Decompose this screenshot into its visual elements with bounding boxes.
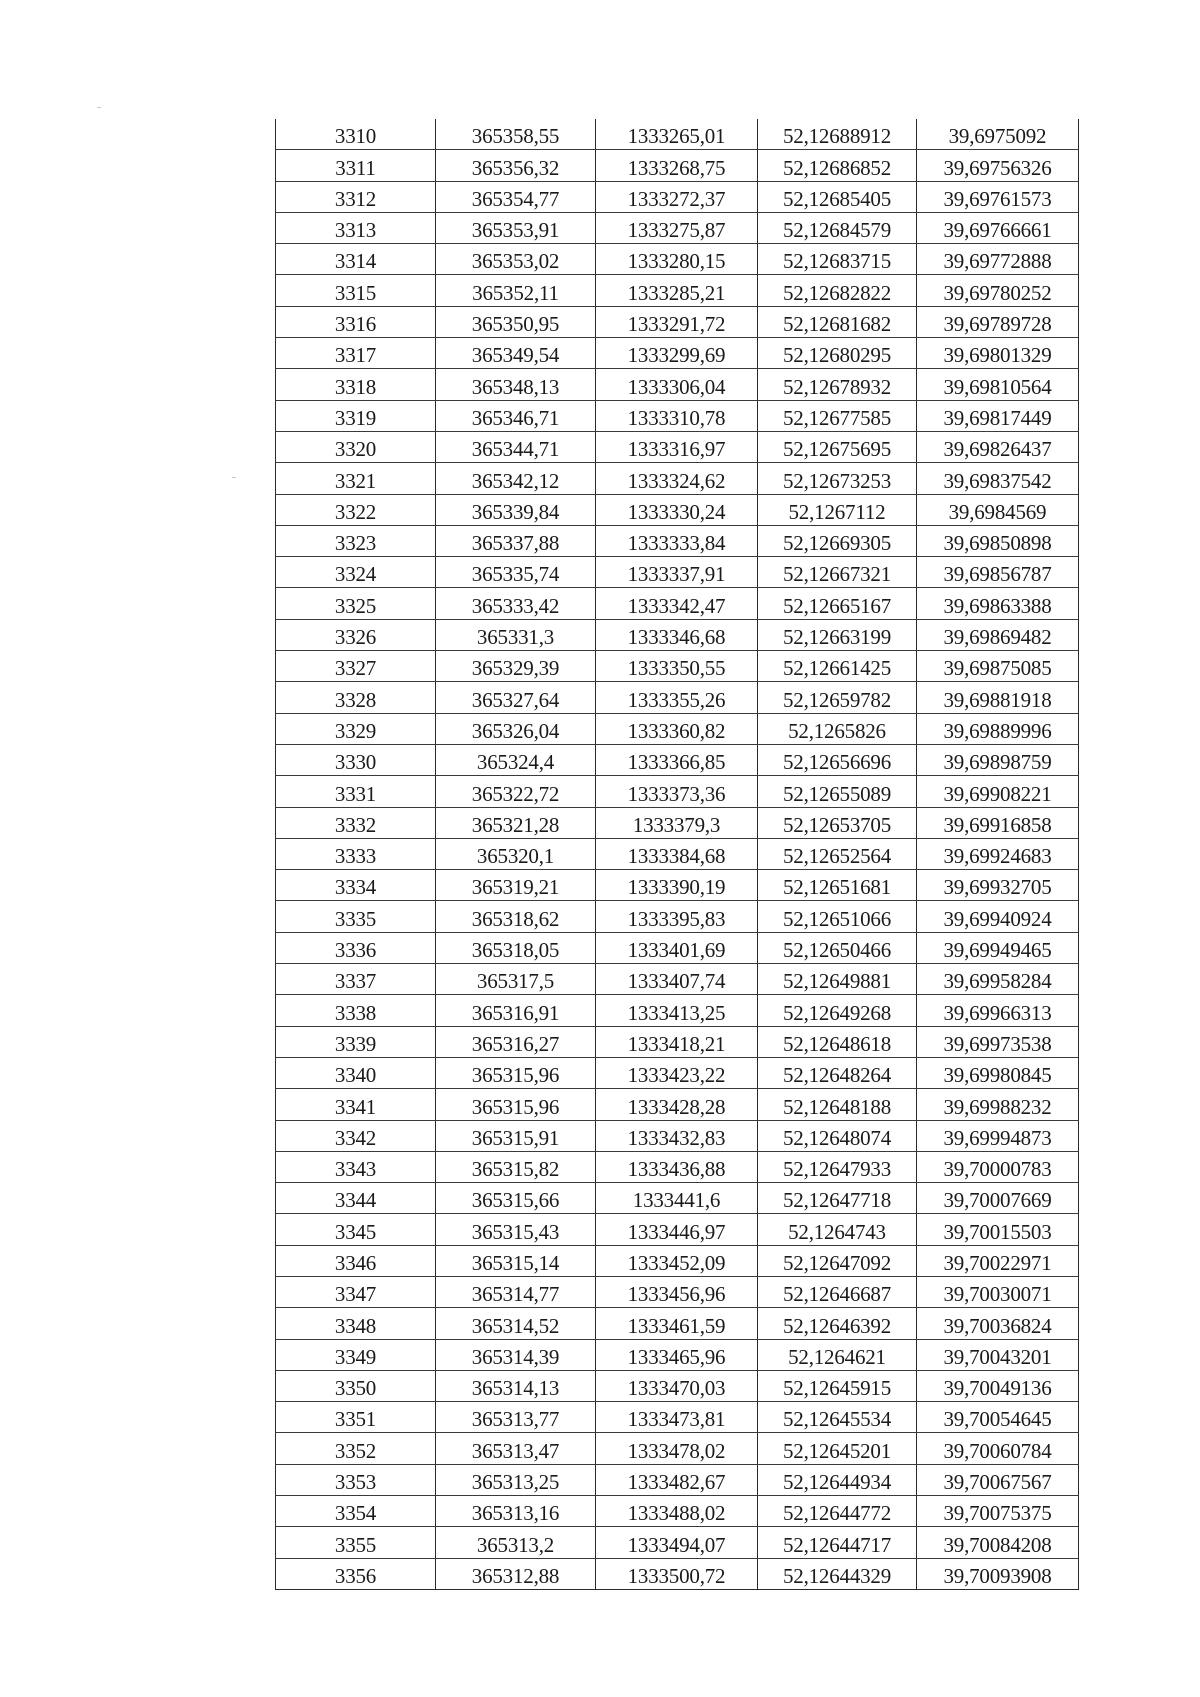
latitude-cell: 52,12665167 — [758, 588, 917, 619]
table-row — [276, 651, 1079, 682]
point-number-cell: 3341 — [276, 1089, 436, 1120]
point-number-cell: 3340 — [276, 1057, 436, 1088]
table-row — [276, 964, 1079, 995]
x-coordinate-cell: 365316,91 — [436, 995, 596, 1026]
y-coordinate-cell: 1333446,97 — [596, 1214, 758, 1245]
y-coordinate-cell: 1333291,72 — [596, 306, 758, 337]
latitude-cell: 52,12648074 — [758, 1120, 917, 1151]
longitude-cell: 39,69889996 — [917, 713, 1079, 744]
y-coordinate-cell: 1333268,75 — [596, 150, 758, 181]
y-coordinate-cell: 1333330,24 — [596, 494, 758, 525]
table-row — [276, 1089, 1079, 1120]
table-row — [276, 682, 1079, 713]
latitude-cell: 52,12645534 — [758, 1402, 917, 1433]
point-number-cell: 3313 — [276, 212, 436, 243]
point-number-cell: 3336 — [276, 932, 436, 963]
x-coordinate-cell: 365316,27 — [436, 1026, 596, 1057]
table-row — [276, 1558, 1079, 1589]
latitude-cell: 52,12663199 — [758, 619, 917, 650]
latitude-cell: 52,12650466 — [758, 932, 917, 963]
scan-speck — [232, 477, 236, 478]
latitude-cell: 52,12661425 — [758, 651, 917, 682]
latitude-cell: 52,12688912 — [758, 119, 917, 150]
latitude-cell: 52,12646392 — [758, 1308, 917, 1339]
latitude-cell: 52,12656696 — [758, 744, 917, 775]
x-coordinate-cell: 365318,62 — [436, 901, 596, 932]
x-coordinate-cell: 365353,02 — [436, 244, 596, 275]
latitude-cell: 52,12669305 — [758, 525, 917, 556]
longitude-cell: 39,69837542 — [917, 463, 1079, 494]
x-coordinate-cell: 365314,39 — [436, 1339, 596, 1370]
table-row — [276, 181, 1079, 212]
latitude-cell: 52,12673253 — [758, 463, 917, 494]
table-row — [276, 1120, 1079, 1151]
y-coordinate-cell: 1333275,87 — [596, 212, 758, 243]
table-row — [276, 1464, 1079, 1495]
longitude-cell: 39,69801329 — [917, 338, 1079, 369]
y-coordinate-cell: 1333488,02 — [596, 1496, 758, 1527]
y-coordinate-cell: 1333379,3 — [596, 807, 758, 838]
x-coordinate-cell: 365342,12 — [436, 463, 596, 494]
longitude-cell: 39,69980845 — [917, 1057, 1079, 1088]
latitude-cell: 52,12644717 — [758, 1527, 917, 1558]
point-number-cell: 3329 — [276, 713, 436, 744]
x-coordinate-cell: 365333,42 — [436, 588, 596, 619]
x-coordinate-cell: 365312,88 — [436, 1558, 596, 1589]
latitude-cell: 52,12667321 — [758, 557, 917, 588]
point-number-cell: 3325 — [276, 588, 436, 619]
table-row — [276, 494, 1079, 525]
y-coordinate-cell: 1333360,82 — [596, 713, 758, 744]
x-coordinate-cell: 365356,32 — [436, 150, 596, 181]
x-coordinate-cell: 365314,77 — [436, 1276, 596, 1307]
longitude-cell: 39,70036824 — [917, 1308, 1079, 1339]
latitude-cell: 52,12649881 — [758, 964, 917, 995]
y-coordinate-cell: 1333280,15 — [596, 244, 758, 275]
table-row — [276, 1276, 1079, 1307]
table-row — [276, 1026, 1079, 1057]
point-number-cell: 3311 — [276, 150, 436, 181]
table-row — [276, 212, 1079, 243]
coordinates-table-body — [276, 119, 1079, 1589]
point-number-cell: 3339 — [276, 1026, 436, 1057]
latitude-cell: 52,12647092 — [758, 1245, 917, 1276]
table-row — [276, 1151, 1079, 1182]
y-coordinate-cell: 1333355,26 — [596, 682, 758, 713]
point-number-cell: 3335 — [276, 901, 436, 932]
point-number-cell: 3332 — [276, 807, 436, 838]
x-coordinate-cell: 365315,14 — [436, 1245, 596, 1276]
y-coordinate-cell: 1333452,09 — [596, 1245, 758, 1276]
latitude-cell: 52,12648618 — [758, 1026, 917, 1057]
x-coordinate-cell: 365315,43 — [436, 1214, 596, 1245]
y-coordinate-cell: 1333342,47 — [596, 588, 758, 619]
x-coordinate-cell: 365329,39 — [436, 651, 596, 682]
table-row — [276, 1496, 1079, 1527]
longitude-cell: 39,69766661 — [917, 212, 1079, 243]
latitude-cell: 52,12653705 — [758, 807, 917, 838]
point-number-cell: 3331 — [276, 776, 436, 807]
point-number-cell: 3334 — [276, 870, 436, 901]
longitude-cell: 39,70022971 — [917, 1245, 1079, 1276]
y-coordinate-cell: 1333272,37 — [596, 181, 758, 212]
point-number-cell: 3338 — [276, 995, 436, 1026]
x-coordinate-cell: 365326,04 — [436, 713, 596, 744]
x-coordinate-cell: 365335,74 — [436, 557, 596, 588]
table-row — [276, 1183, 1079, 1214]
point-number-cell: 3337 — [276, 964, 436, 995]
latitude-cell: 52,1264621 — [758, 1339, 917, 1370]
latitude-cell: 52,12684579 — [758, 212, 917, 243]
point-number-cell: 3324 — [276, 557, 436, 588]
y-coordinate-cell: 1333373,36 — [596, 776, 758, 807]
x-coordinate-cell: 365313,2 — [436, 1527, 596, 1558]
point-number-cell: 3314 — [276, 244, 436, 275]
table-row — [276, 1057, 1079, 1088]
longitude-cell: 39,69789728 — [917, 306, 1079, 337]
latitude-cell: 52,12675695 — [758, 431, 917, 462]
table-row — [276, 244, 1079, 275]
x-coordinate-cell: 365315,66 — [436, 1183, 596, 1214]
x-coordinate-cell: 365331,3 — [436, 619, 596, 650]
point-number-cell: 3349 — [276, 1339, 436, 1370]
table-row — [276, 1214, 1079, 1245]
point-number-cell: 3353 — [276, 1464, 436, 1495]
longitude-cell: 39,69966313 — [917, 995, 1079, 1026]
point-number-cell: 3323 — [276, 525, 436, 556]
latitude-cell: 52,12645201 — [758, 1433, 917, 1464]
point-number-cell: 3320 — [276, 431, 436, 462]
y-coordinate-cell: 1333456,96 — [596, 1276, 758, 1307]
x-coordinate-cell: 365346,71 — [436, 400, 596, 431]
x-coordinate-cell: 365315,96 — [436, 1089, 596, 1120]
latitude-cell: 52,12648264 — [758, 1057, 917, 1088]
latitude-cell: 52,12651066 — [758, 901, 917, 932]
latitude-cell: 52,12682822 — [758, 275, 917, 306]
longitude-cell: 39,69826437 — [917, 431, 1079, 462]
x-coordinate-cell: 365344,71 — [436, 431, 596, 462]
longitude-cell: 39,70000783 — [917, 1151, 1079, 1182]
y-coordinate-cell: 1333299,69 — [596, 338, 758, 369]
y-coordinate-cell: 1333390,19 — [596, 870, 758, 901]
y-coordinate-cell: 1333310,78 — [596, 400, 758, 431]
longitude-cell: 39,69875085 — [917, 651, 1079, 682]
point-number-cell: 3328 — [276, 682, 436, 713]
latitude-cell: 52,12644772 — [758, 1496, 917, 1527]
x-coordinate-cell: 365337,88 — [436, 525, 596, 556]
latitude-cell: 52,12651681 — [758, 870, 917, 901]
table-row — [276, 338, 1079, 369]
point-number-cell: 3327 — [276, 651, 436, 682]
latitude-cell: 52,12647933 — [758, 1151, 917, 1182]
table-row — [276, 901, 1079, 932]
longitude-cell: 39,70084208 — [917, 1527, 1079, 1558]
table-row — [276, 431, 1079, 462]
y-coordinate-cell: 1333470,03 — [596, 1370, 758, 1401]
point-number-cell: 3317 — [276, 338, 436, 369]
y-coordinate-cell: 1333401,69 — [596, 932, 758, 963]
longitude-cell: 39,69817449 — [917, 400, 1079, 431]
y-coordinate-cell: 1333473,81 — [596, 1402, 758, 1433]
longitude-cell: 39,69772888 — [917, 244, 1079, 275]
longitude-cell: 39,6984569 — [917, 494, 1079, 525]
point-number-cell: 3350 — [276, 1370, 436, 1401]
latitude-cell: 52,12677585 — [758, 400, 917, 431]
latitude-cell: 52,12645915 — [758, 1370, 917, 1401]
latitude-cell: 52,12646687 — [758, 1276, 917, 1307]
point-number-cell: 3352 — [276, 1433, 436, 1464]
longitude-cell: 39,69869482 — [917, 619, 1079, 650]
point-number-cell: 3347 — [276, 1276, 436, 1307]
point-number-cell: 3318 — [276, 369, 436, 400]
longitude-cell: 39,69863388 — [917, 588, 1079, 619]
x-coordinate-cell: 365313,25 — [436, 1464, 596, 1495]
longitude-cell: 39,69810564 — [917, 369, 1079, 400]
latitude-cell: 52,12652564 — [758, 838, 917, 869]
longitude-cell: 39,69940924 — [917, 901, 1079, 932]
point-number-cell: 3342 — [276, 1120, 436, 1151]
latitude-cell: 52,12649268 — [758, 995, 917, 1026]
y-coordinate-cell: 1333478,02 — [596, 1433, 758, 1464]
y-coordinate-cell: 1333465,96 — [596, 1339, 758, 1370]
longitude-cell: 39,69856787 — [917, 557, 1079, 588]
point-number-cell: 3319 — [276, 400, 436, 431]
latitude-cell: 52,12680295 — [758, 338, 917, 369]
longitude-cell: 39,69932705 — [917, 870, 1079, 901]
longitude-cell: 39,6975092 — [917, 119, 1079, 150]
longitude-cell: 39,69881918 — [917, 682, 1079, 713]
x-coordinate-cell: 365327,64 — [436, 682, 596, 713]
table-row — [276, 557, 1079, 588]
table-row — [276, 1308, 1079, 1339]
longitude-cell: 39,69916858 — [917, 807, 1079, 838]
longitude-cell: 39,70030071 — [917, 1276, 1079, 1307]
latitude-cell: 52,1267112 — [758, 494, 917, 525]
latitude-cell: 52,1265826 — [758, 713, 917, 744]
latitude-cell: 52,12647718 — [758, 1183, 917, 1214]
x-coordinate-cell: 365324,4 — [436, 744, 596, 775]
point-number-cell: 3351 — [276, 1402, 436, 1433]
y-coordinate-cell: 1333500,72 — [596, 1558, 758, 1589]
y-coordinate-cell: 1333333,84 — [596, 525, 758, 556]
latitude-cell: 52,12648188 — [758, 1089, 917, 1120]
longitude-cell: 39,69994873 — [917, 1120, 1079, 1151]
longitude-cell: 39,70093908 — [917, 1558, 1079, 1589]
point-number-cell: 3355 — [276, 1527, 436, 1558]
table-row — [276, 369, 1079, 400]
x-coordinate-cell: 365353,91 — [436, 212, 596, 243]
x-coordinate-cell: 365322,72 — [436, 776, 596, 807]
table-row — [276, 400, 1079, 431]
y-coordinate-cell: 1333461,59 — [596, 1308, 758, 1339]
point-number-cell: 3322 — [276, 494, 436, 525]
table-row — [276, 1527, 1079, 1558]
table-row — [276, 870, 1079, 901]
y-coordinate-cell: 1333337,91 — [596, 557, 758, 588]
y-coordinate-cell: 1333395,83 — [596, 901, 758, 932]
point-number-cell: 3310 — [276, 119, 436, 150]
y-coordinate-cell: 1333423,22 — [596, 1057, 758, 1088]
y-coordinate-cell: 1333324,62 — [596, 463, 758, 494]
table-row — [276, 1339, 1079, 1370]
x-coordinate-cell: 365315,82 — [436, 1151, 596, 1182]
y-coordinate-cell: 1333346,68 — [596, 619, 758, 650]
x-coordinate-cell: 365354,77 — [436, 181, 596, 212]
longitude-cell: 39,69761573 — [917, 181, 1079, 212]
y-coordinate-cell: 1333413,25 — [596, 995, 758, 1026]
latitude-cell: 52,12655089 — [758, 776, 917, 807]
x-coordinate-cell: 365313,77 — [436, 1402, 596, 1433]
x-coordinate-cell: 365350,95 — [436, 306, 596, 337]
point-number-cell: 3354 — [276, 1496, 436, 1527]
point-number-cell: 3343 — [276, 1151, 436, 1182]
y-coordinate-cell: 1333350,55 — [596, 651, 758, 682]
longitude-cell: 39,69898759 — [917, 744, 1079, 775]
longitude-cell: 39,70015503 — [917, 1214, 1079, 1245]
longitude-cell: 39,69924683 — [917, 838, 1079, 869]
table-row — [276, 306, 1079, 337]
y-coordinate-cell: 1333418,21 — [596, 1026, 758, 1057]
longitude-cell: 39,69780252 — [917, 275, 1079, 306]
table-row — [276, 776, 1079, 807]
x-coordinate-cell: 365339,84 — [436, 494, 596, 525]
x-coordinate-cell: 365315,96 — [436, 1057, 596, 1088]
point-number-cell: 3316 — [276, 306, 436, 337]
longitude-cell: 39,69756326 — [917, 150, 1079, 181]
longitude-cell: 39,70043201 — [917, 1339, 1079, 1370]
point-number-cell: 3321 — [276, 463, 436, 494]
table-row — [276, 525, 1079, 556]
x-coordinate-cell: 365314,52 — [436, 1308, 596, 1339]
y-coordinate-cell: 1333265,01 — [596, 119, 758, 150]
point-number-cell: 3346 — [276, 1245, 436, 1276]
point-number-cell: 3356 — [276, 1558, 436, 1589]
longitude-cell: 39,70007669 — [917, 1183, 1079, 1214]
latitude-cell: 52,12678932 — [758, 369, 917, 400]
y-coordinate-cell: 1333482,67 — [596, 1464, 758, 1495]
x-coordinate-cell: 365320,1 — [436, 838, 596, 869]
latitude-cell: 52,12686852 — [758, 150, 917, 181]
x-coordinate-cell: 365317,5 — [436, 964, 596, 995]
scan-speck — [97, 107, 101, 108]
y-coordinate-cell: 1333428,28 — [596, 1089, 758, 1120]
longitude-cell: 39,70067567 — [917, 1464, 1079, 1495]
x-coordinate-cell: 365319,21 — [436, 870, 596, 901]
latitude-cell: 52,12683715 — [758, 244, 917, 275]
point-number-cell: 3315 — [276, 275, 436, 306]
y-coordinate-cell: 1333306,04 — [596, 369, 758, 400]
point-number-cell: 3348 — [276, 1308, 436, 1339]
point-number-cell: 3345 — [276, 1214, 436, 1245]
longitude-cell: 39,69850898 — [917, 525, 1079, 556]
longitude-cell: 39,70054645 — [917, 1402, 1079, 1433]
y-coordinate-cell: 1333384,68 — [596, 838, 758, 869]
table-row — [276, 838, 1079, 869]
y-coordinate-cell: 1333316,97 — [596, 431, 758, 462]
longitude-cell: 39,70049136 — [917, 1370, 1079, 1401]
latitude-cell: 52,12681682 — [758, 306, 917, 337]
longitude-cell: 39,69949465 — [917, 932, 1079, 963]
coordinates-table — [275, 119, 1079, 1590]
point-number-cell: 3330 — [276, 744, 436, 775]
longitude-cell: 39,69973538 — [917, 1026, 1079, 1057]
table-row — [276, 1433, 1079, 1464]
y-coordinate-cell: 1333407,74 — [596, 964, 758, 995]
x-coordinate-cell: 365314,13 — [436, 1370, 596, 1401]
point-number-cell: 3326 — [276, 619, 436, 650]
table-row — [276, 995, 1079, 1026]
point-number-cell: 3312 — [276, 181, 436, 212]
y-coordinate-cell: 1333436,88 — [596, 1151, 758, 1182]
x-coordinate-cell: 365358,55 — [436, 119, 596, 150]
table-row — [276, 713, 1079, 744]
latitude-cell: 52,12659782 — [758, 682, 917, 713]
point-number-cell: 3344 — [276, 1183, 436, 1214]
x-coordinate-cell: 365349,54 — [436, 338, 596, 369]
y-coordinate-cell: 1333494,07 — [596, 1527, 758, 1558]
table-row — [276, 744, 1079, 775]
x-coordinate-cell: 365313,16 — [436, 1496, 596, 1527]
table-row — [276, 807, 1079, 838]
table-row — [276, 150, 1079, 181]
longitude-cell: 39,70060784 — [917, 1433, 1079, 1464]
table-row — [276, 932, 1079, 963]
latitude-cell: 52,12644934 — [758, 1464, 917, 1495]
x-coordinate-cell: 365352,11 — [436, 275, 596, 306]
latitude-cell: 52,12644329 — [758, 1558, 917, 1589]
y-coordinate-cell: 1333441,6 — [596, 1183, 758, 1214]
table-row — [276, 588, 1079, 619]
longitude-cell: 39,69908221 — [917, 776, 1079, 807]
x-coordinate-cell: 365348,13 — [436, 369, 596, 400]
table-row — [276, 463, 1079, 494]
point-number-cell: 3333 — [276, 838, 436, 869]
table-row — [276, 1370, 1079, 1401]
table-row — [276, 1402, 1079, 1433]
x-coordinate-cell: 365321,28 — [436, 807, 596, 838]
y-coordinate-cell: 1333285,21 — [596, 275, 758, 306]
longitude-cell: 39,69958284 — [917, 964, 1079, 995]
x-coordinate-cell: 365313,47 — [436, 1433, 596, 1464]
table-row — [276, 119, 1079, 150]
latitude-cell: 52,12685405 — [758, 181, 917, 212]
y-coordinate-cell: 1333432,83 — [596, 1120, 758, 1151]
x-coordinate-cell: 365318,05 — [436, 932, 596, 963]
x-coordinate-cell: 365315,91 — [436, 1120, 596, 1151]
table-row — [276, 275, 1079, 306]
y-coordinate-cell: 1333366,85 — [596, 744, 758, 775]
table-row — [276, 1245, 1079, 1276]
latitude-cell: 52,1264743 — [758, 1214, 917, 1245]
table-row — [276, 619, 1079, 650]
longitude-cell: 39,69988232 — [917, 1089, 1079, 1120]
longitude-cell: 39,70075375 — [917, 1496, 1079, 1527]
